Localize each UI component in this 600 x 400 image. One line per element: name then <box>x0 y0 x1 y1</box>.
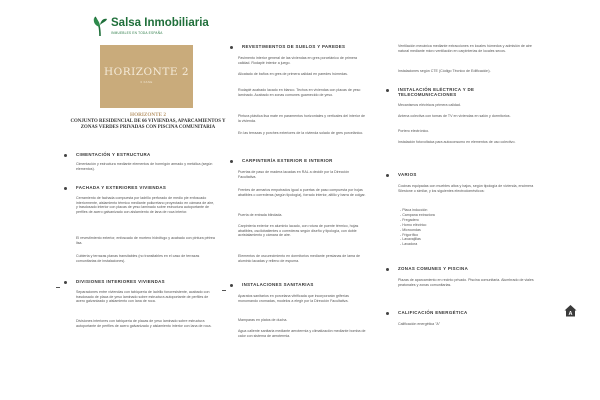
bullet-dot <box>386 89 389 92</box>
energetica-text: Calificación energética "A" <box>398 322 441 326</box>
section-fachada <box>64 185 239 194</box>
section-title: REVESTIMIENTOS DE SUELOS Y PAREDES <box>242 44 346 49</box>
project-name: HORIZONTE 2 <box>130 112 166 118</box>
revestimientos-text-5: En las terrazas y porches exteriores de la vivienda solado de gres porcelánico. <box>238 131 364 135</box>
carpinteria-text-1: Puertas de paso de madera lacadas en RAL a decidir por la Dirección Facultativa. <box>238 170 350 179</box>
section-divider <box>222 290 226 291</box>
section-cimentacion <box>64 152 239 161</box>
fachada-text-3: Cubierta y terrazas planas transitables (no transitables en el caso de terrazas comunitarias de instalaciones). <box>76 254 200 263</box>
section-title: CARPINTERÍA EXTERIOR E INTERIOR <box>242 158 333 163</box>
project-description: CONJUNTO RESIDENCIAL DE 66 VIVIENDAS, APARCAMIENTOS Y ZONAS VERDES PRIVADAS CON PISCINA COMUNITARIA <box>70 119 226 131</box>
list-item: - Microondas <box>400 228 520 233</box>
bullet-dot <box>64 154 67 157</box>
section-electrica <box>386 87 556 96</box>
brand-logo <box>92 14 212 38</box>
revestimientos-text-3: Rodapié acabado lacado en blanco. Techos en viviendas con placas de yeso laminado. Acabado en zonas comunes guarnecido de yeso. <box>238 88 361 97</box>
sanitarias-text-3: Agua caliente sanitaria mediante aerotermia y climatización mediante bomba de calor con sistema de aerotermia. <box>238 329 366 338</box>
bullet-dot <box>230 160 233 163</box>
list-item: - Horno eléctrico <box>400 223 520 228</box>
bullet-dot <box>386 312 389 315</box>
section-title: FACHADA Y EXTERIORES VIVIENDAS <box>76 185 167 190</box>
section-title: CALIFICACIÓN ENERGÉTICA <box>398 310 468 315</box>
bullet-dot <box>64 281 67 284</box>
section-energetica <box>386 310 556 319</box>
revestimientos-text-2: Alicatado de baños en gres de primera calidad en paredes húmedas. <box>238 72 348 76</box>
electrica-text-1: Mecanismos eléctricos primera calidad. <box>398 103 461 107</box>
fachada-text-1: Cerramiento de fachada compuesta por ladrillo perforado de medio pie enfoscado interiormente, aislamiento térmico mediante poliuretano proyectado en cámara de aire, y trasdosado interior con placas de yeso laminado sobre estructura autoportante de perfiles de acero galvanizado con aislamiento de lana de roca interior. <box>76 196 215 215</box>
list-item: - Lavadora <box>400 242 520 247</box>
electrica-text-4: Instalación fotovoltaica para autoconsumo en elementos de uso colectivo. <box>398 140 516 144</box>
leaf-logo-icon <box>92 14 108 36</box>
bullet-dot <box>386 268 389 271</box>
section-divisiones <box>64 279 239 288</box>
ventilacion-text-2: Instalaciones según CTE (Código Técnico de Edificación). <box>398 69 491 73</box>
section-title: VARIOS <box>398 172 417 177</box>
divisiones-text-1: Separaciones entre viviendas con tabiquería de ladrillo fonoresistente, acabado con trasdosado de placa de yeso laminado sobre estructura autoportante de perfiles de acero galvanizado y aislamiento con lana de roca. <box>76 290 210 304</box>
fachada-text-2: El revestimiento exterior, enfoscado de mortero hidrófugo y acabado con pintura pétrea lisa. <box>76 236 215 245</box>
section-divider <box>56 287 60 288</box>
carpinteria-text-5: Elementos de oscurecimiento en dormitorios mediante persianas de lama de aluminio lacadas y relleno de espuma. <box>238 254 361 263</box>
sanitarias-text-1: Aparatos sanitarios en porcelana vitrificada que incorporarán griferías monomando cromadas, modelos a elegir por la Dirección Facultativa. <box>238 294 349 303</box>
house-energy-icon <box>563 303 578 318</box>
bullet-dot <box>64 187 67 190</box>
hero-wordmark: HORIZONTE 2 <box>103 66 190 78</box>
cimentacion-text: Cimentación y estructura mediante elementos de hormigón armado y metálica (según elementos). <box>76 162 213 171</box>
carpinteria-text-4: Carpintería exterior en aluminio lacado, con rotura de puente térmico, hojas abatibles, oscilobatientes o correderas según diseño y tipología, con doble acristalamiento y cámara de aire. <box>238 224 359 238</box>
section-varios <box>386 172 556 181</box>
carpinteria-text-3: Puerta de entrada blindada. <box>238 213 283 217</box>
sanitarias-text-2: Mamparas en platos de ducha. <box>238 318 288 322</box>
list-item: - Placa inducción <box>400 208 520 213</box>
section-revestimientos <box>230 44 390 53</box>
electrica-text-3: Portero electrónico. <box>398 129 430 133</box>
revestimientos-text-4: Pintura plástica lisa mate en paramentos horizontales y verticales del interior de la vivienda. <box>238 114 366 123</box>
hero-subtitle: 3 FASE <box>140 80 153 84</box>
revestimientos-text-1: Pavimento interior general de las viviendas en gres porcelánico de primera calidad. Rodapié interior a juego. <box>238 56 358 65</box>
section-title: INSTALACIONES SANITARIAS <box>242 282 314 287</box>
brand-name: Salsa Inmobiliaria <box>111 17 209 29</box>
divisiones-text-2: Divisiones interiores con tabiquería de placas de yeso laminado sobre estructura autoportante de perfiles de acero galvanizado y aislamiento interior con lana de roca. <box>76 319 212 328</box>
section-carpinteria <box>230 158 390 167</box>
ventilacion-text-1: Ventilación mecánica mediante extracciones en locales húmedos y admisión de aire natural mediante micro ventilación en carpinterías de locales secos. <box>398 44 532 53</box>
bullet-dot <box>230 46 233 49</box>
list-item: - Fregadero <box>400 218 520 223</box>
section-title: DIVISIONES INTERIORES VIVIENDAS <box>76 279 165 284</box>
varios-text: Cocinas equipadas con muebles altos y bajos, según tipología de vivienda, encimera Silestone o similar, y los siguientes electrodomésticos: <box>398 184 534 193</box>
section-title: ZONAS COMUNES Y PISCINA <box>398 266 469 271</box>
section-zonas <box>386 266 556 275</box>
section-title: INSTALACIÓN ELÉCTRICA Y DE TELECOMUNICACIONES <box>398 87 475 98</box>
list-item: - Lavavajillas <box>400 237 520 242</box>
appliance-list <box>400 208 520 247</box>
bullet-dot <box>230 284 233 287</box>
electrica-text-2: Antena colectiva con tomas de TV en viviendas en salón y dormitorios. <box>398 114 511 118</box>
project-heading <box>66 112 230 131</box>
bullet-dot <box>386 174 389 177</box>
list-item: - Frigorífico <box>400 233 520 238</box>
carpinteria-text-2: Frentes de armarios empotrados igual a puertas de paso compuesta por hojas abatibles o correderas (según tipología), forrado interior, altillo y barra de colgar. <box>238 188 366 197</box>
section-title: CIMENTACIÓN Y ESTRUCTURA <box>76 152 151 157</box>
project-hero-image <box>100 45 193 108</box>
svg-text:A: A <box>568 311 573 317</box>
list-item: - Campana extractora <box>400 213 520 218</box>
section-sanitarias <box>230 282 390 291</box>
brand-tagline: INMUEBLES EN TODA ESPAÑA <box>111 31 163 35</box>
zonas-text: Plazas de aparcamiento en recinto privado. Piscina comunitaria. Alumbrado de viales peatonales y zonas comunitarias. <box>398 278 534 287</box>
